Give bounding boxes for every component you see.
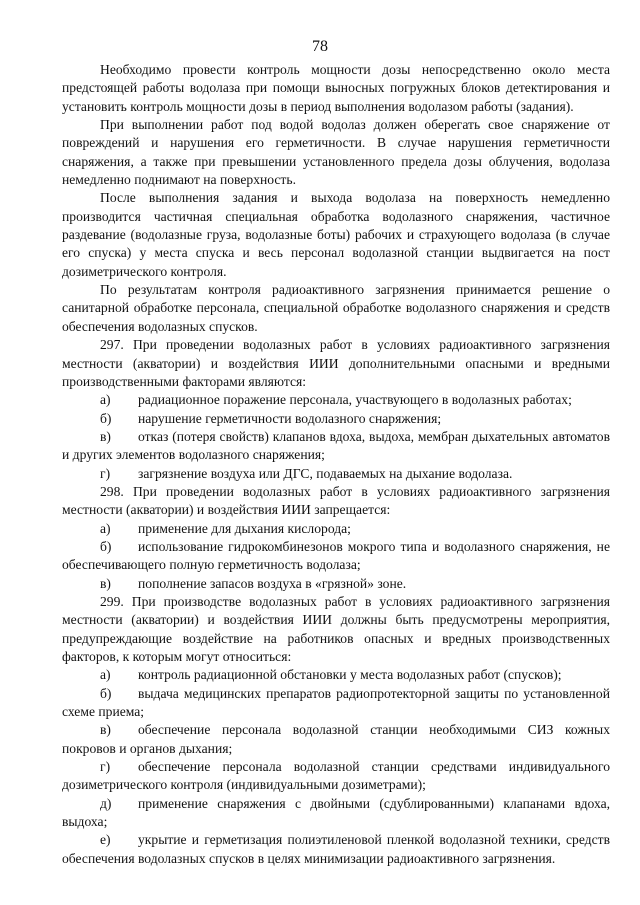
paragraph-text: использование гидрокомбинезонов мокрого типа и водолазного снаряжения, не обеспечивающего полную герметичность водолаза; [62, 538, 610, 573]
list-item [62, 465, 610, 483]
paragraph-text: выдача медицинских препаратов радиопротекторной защиты по установленной схеме приема; [62, 685, 610, 720]
list-item-marker: б) [100, 685, 112, 701]
paragraph-text: пополнение запасов воздуха в «грязной» зоне. [138, 575, 407, 591]
list-item-marker: г) [100, 759, 111, 775]
list-item-marker: г) [100, 465, 111, 481]
list-item [62, 685, 610, 722]
list-item-marker: б) [100, 410, 112, 426]
paragraph-text: радиационное поражение персонала, участвующего в водолазных работах; [138, 392, 572, 408]
list-item-marker: е) [100, 832, 111, 848]
paragraph-text: контроль радиационной обстановки у места водолазных работ (спусков); [138, 667, 562, 683]
paragraph-text: Необходимо провести контроль мощности дозы непосредственно около места предстоящей работы водолаза при помощи выносных погружных блоков детектирования и установить контроль мощности дозы в период выполнения водолазом работы (задания). [62, 62, 610, 114]
list-item [62, 758, 610, 795]
paragraph [62, 483, 610, 520]
paragraph-text: применение снаряжения с двойными (сдублированными) клапанами вдоха, выдоха; [62, 795, 610, 830]
list-item-marker: а) [100, 520, 111, 536]
list-item [62, 831, 610, 868]
paragraph [62, 593, 610, 666]
paragraph [62, 189, 610, 281]
list-item [62, 428, 610, 465]
list-item [62, 666, 610, 684]
paragraph-text: 299. При производстве водолазных работ в условиях радиоактивного загрязнения местности (акватории) и воздействия ИИИ должны быть предусмотрены мероприятия, предупреждающие воздействие на работников опасных и вредных производственных факторов, к которым могут относиться: [62, 593, 610, 664]
paragraph-text: обеспечение персонала водолазной станции средствами индивидуального дозиметрического контроля (индивидуальными дозиметрами); [62, 759, 610, 793]
list-item [62, 795, 610, 832]
list-item [62, 538, 610, 575]
paragraph [62, 281, 610, 336]
list-item-marker: а) [100, 667, 111, 683]
paragraph-text: После выполнения задания и выхода водолаза на поверхность немедленно производится частичная специальная обработка водолазного снаряжения, частичное раздевание (водолазные груза, водолазные боты) рабочих и страхующего водолаза (в случае его спуска) у места спуска и весь персонал водолазной станции выдвигается на пост дозиметрического контроля. [62, 190, 610, 279]
paragraph-text: обеспечение персонала водолазной станции необходимыми СИЗ кожных покровов и органов дыхания; [62, 722, 610, 756]
paragraph-text: укрытие и герметизация полиэтиленовой пленкой водолазной техники, средств обеспечения водолазных спусков в целях минимизации радиоактивного загрязнения. [62, 832, 610, 866]
list-item-marker: б) [100, 538, 112, 554]
list-item [62, 520, 610, 538]
paragraph-text: 298. При проведении водолазных работ в условиях радиоактивного загрязнения местности (акватории) и воздействия ИИИ запрещается: [62, 483, 610, 518]
paragraph-text: загрязнение воздуха или ДГС, подаваемых на дыхание водолаза. [138, 465, 513, 481]
paragraph-text: применение для дыхания кислорода; [138, 520, 351, 536]
paragraph [62, 336, 610, 391]
list-item-marker: в) [100, 575, 111, 591]
paragraph-text: отказ (потеря свойств) клапанов вдоха, выдоха, мембран дыхательных автоматов и других элементов водолазного снаряжения; [62, 428, 610, 463]
list-item [62, 575, 610, 593]
paragraph [62, 116, 610, 189]
list-item [62, 410, 610, 428]
paragraph-text: 297. При проведении водолазных работ в условиях радиоактивного загрязнения местности (акватории) и воздействия ИИИ дополнительными опасными и вредными производственными факторами являются: [62, 337, 610, 389]
list-item-marker: в) [100, 428, 111, 444]
list-item [62, 721, 610, 758]
document-body [62, 61, 610, 868]
list-item-marker: д) [100, 795, 112, 811]
paragraph-text: По результатам контроля радиоактивного загрязнения принимается решение о санитарной обработке персонала, специальной обработке водолазного снаряжения и средств обеспечения водолазных спусков. [62, 282, 610, 334]
list-item [62, 391, 610, 409]
paragraph-text: При выполнении работ под водой водолаз должен оберегать свое снаряжение от повреждений и нарушения его герметичности. В случае нарушения герметичности снаряжения, а также при превышении установленного предела дозы облучения, водолаза немедленно поднимают на поверхность. [62, 117, 610, 188]
list-item-marker: а) [100, 392, 111, 408]
page-number: 78 [312, 38, 328, 55]
paragraph [62, 61, 610, 116]
paragraph-text: нарушение герметичности водолазного снаряжения; [138, 410, 442, 426]
list-item-marker: в) [100, 722, 111, 738]
